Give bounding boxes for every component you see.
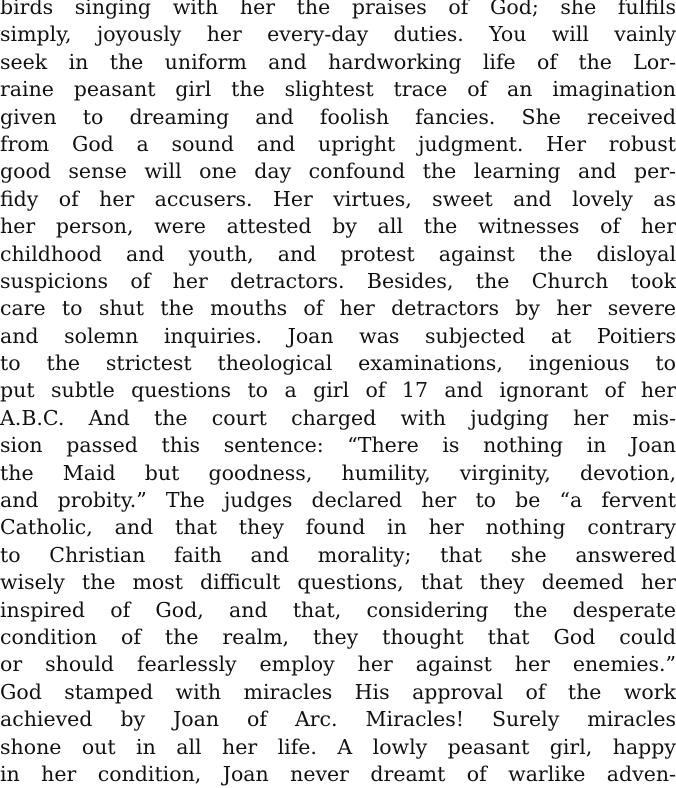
text-line: wisely the most difficult questions, that they deemed her [0, 570, 676, 595]
text-line: her person, were attested by all the witnesses of her [0, 214, 676, 239]
text-line: achieved by Joan of Arc. Miracles! Surely miracles [0, 707, 676, 732]
text-line: childhood and youth, and protest against the disloyal [0, 241, 676, 266]
text-line: to Christian faith and morality; that she answered [0, 542, 676, 567]
text-line: to the strictest theological examinations, ingenious to [0, 351, 676, 376]
text-line: simply, joyously her every-day duties. You will vainly [0, 22, 676, 47]
text-line: sion passed this sentence: “There is nothing in Joan [0, 433, 676, 458]
text-line: God stamped with miracles His approval of the work [0, 679, 676, 704]
text-line: fidy of her accusers. Her virtues, sweet and lovely as [0, 186, 676, 211]
text-line: shone out in all her life. A lowly peasant girl, happy [0, 734, 676, 759]
text-line: Catholic, and that they found in her nothing contrary [0, 515, 676, 540]
text-line: A.B.C. And the court charged with judging her mis- [0, 405, 676, 430]
text-line: raine peasant girl the slightest trace of an imagination [0, 77, 676, 102]
text-line: and probity.” The judges declared her to be “a fervent [0, 488, 676, 513]
text-line: suspicions of her detractors. Besides, the Church took [0, 268, 676, 293]
text-line: seek in the uniform and hardworking life of the Lor- [0, 49, 676, 74]
text-line: or should fearlessly employ her against her enemies.” [0, 652, 676, 677]
text-line: given to dreaming and foolish fancies. She received [0, 104, 676, 129]
text-line: care to shut the mouths of her detractors by her severe [0, 296, 676, 321]
text-line: the Maid but goodness, humility, virginity, devotion, [0, 460, 676, 485]
text-line: in her condition, Joan never dreamt of warlike adven- [0, 761, 676, 786]
text-line: inspired of God, and that, considering the desperate [0, 597, 676, 622]
text-line: from God a sound and upright judgment. Her robust [0, 131, 676, 156]
text-line: and solemn inquiries. Joan was subjected at Poitiers [0, 323, 676, 348]
text-line: birds singing with her the praises of God; she fulfils [0, 0, 676, 19]
text-line: put subtle questions to a girl of 17 and ignorant of her [0, 378, 676, 403]
text-line: good sense will one day confound the learning and per- [0, 159, 676, 184]
text-line: condition of the realm, they thought that God could [0, 624, 676, 649]
